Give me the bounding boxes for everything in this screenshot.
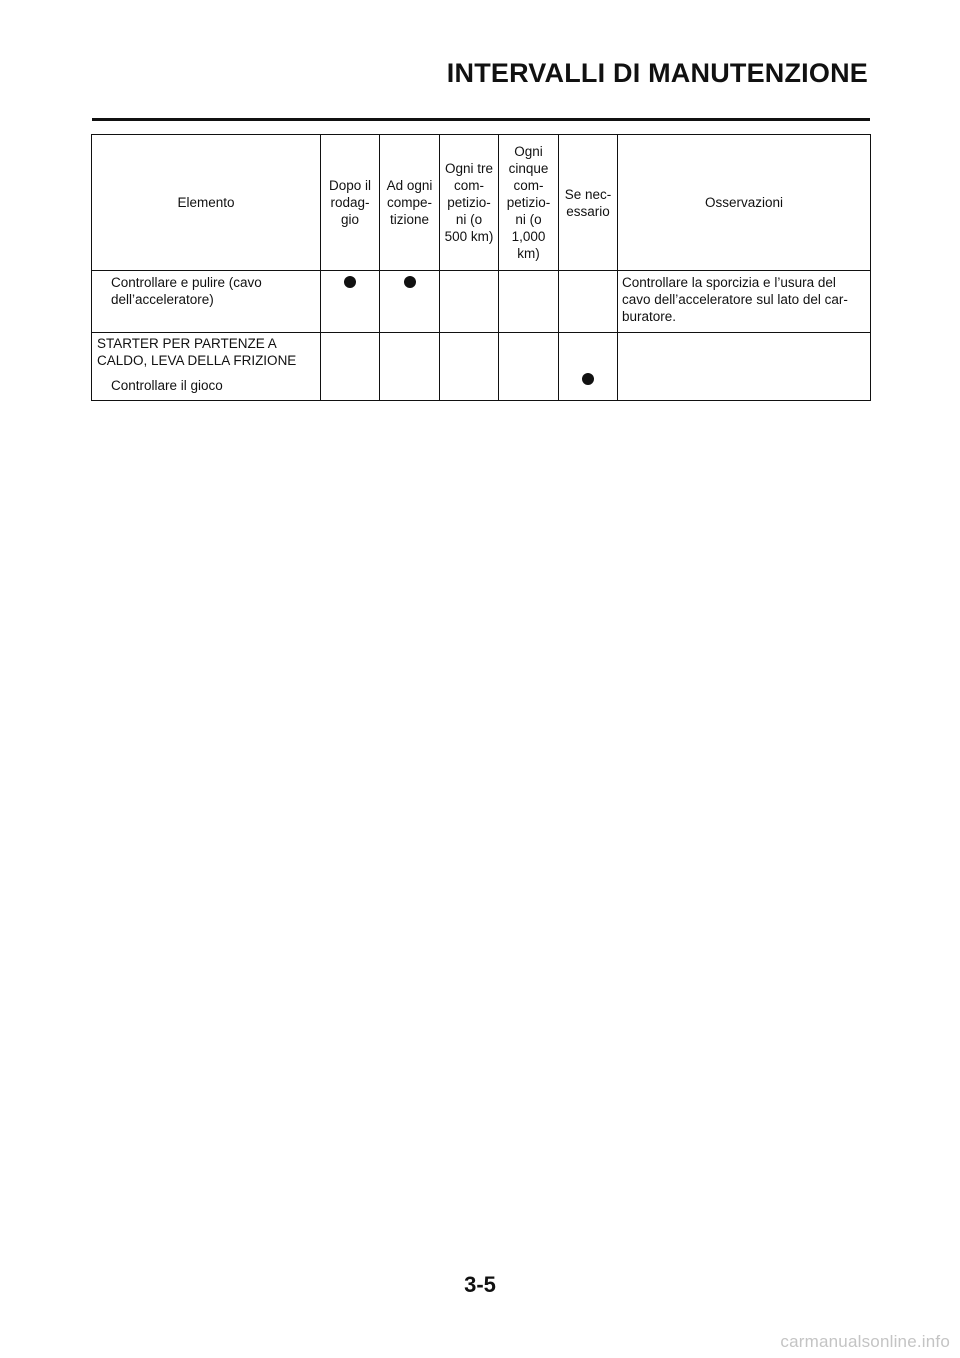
header-ogni-cinque-competizioni: Ogni cinque com-petizio-ni (o 1,000 km) — [499, 135, 559, 271]
header-dopo-rodaggio: Dopo il rodag-gio — [321, 135, 380, 271]
item-text: Controllare il gioco — [111, 378, 223, 393]
header-ogni-tre-competizioni: Ogni tre com-petizio-ni (o 500 km) — [440, 135, 499, 271]
remark-text: Controllare la sporcizia e l’usura del cavo dell’acceleratore sul lato del car-buratore. — [622, 275, 848, 324]
title-rule — [92, 118, 870, 121]
header-ogni-competizione: Ad ogni compe-tizione — [380, 135, 440, 271]
mark-cell-ogni-tre — [440, 333, 499, 401]
table-row — [92, 271, 871, 333]
header-se-necessario: Se nec-essario — [559, 135, 618, 271]
header-elemento: Elemento — [92, 135, 321, 271]
mark-cell-ogni-competizione — [380, 333, 440, 401]
remark-cell — [618, 333, 871, 401]
item-text: Controllare e pulire (cavo dell’acceleratore) — [111, 275, 262, 307]
item-cell — [92, 271, 321, 333]
mark-cell-ogni-cinque — [499, 271, 559, 333]
mark-cell-dopo-rodaggio — [321, 271, 380, 333]
remark-cell — [618, 271, 871, 333]
filled-circle-icon — [582, 373, 594, 385]
mark-cell-se-necessario — [559, 271, 618, 333]
maintenance-table — [91, 134, 871, 401]
group-title: STARTER PER PARTENZE A CALDO, LEVA DELLA FRIZIONE — [97, 336, 297, 368]
page-title: INTERVALLI DI MANUTENZIONE — [446, 58, 868, 88]
table-header-row — [92, 135, 871, 271]
mark-cell-ogni-cinque — [499, 333, 559, 401]
page-number: 3-5 — [464, 1272, 496, 1297]
mark-cell-ogni-competizione — [380, 271, 440, 333]
mark-cell-ogni-tre — [440, 271, 499, 333]
mark-cell-se-necessario — [559, 333, 618, 401]
table-row — [92, 333, 871, 401]
mark-cell-dopo-rodaggio — [321, 333, 380, 401]
filled-circle-icon — [344, 276, 356, 288]
watermark: carmanualsonline.info — [780, 1332, 950, 1351]
filled-circle-icon — [404, 276, 416, 288]
header-osservazioni: Osservazioni — [618, 135, 871, 271]
remark-text — [618, 333, 870, 340]
item-cell — [92, 333, 321, 401]
